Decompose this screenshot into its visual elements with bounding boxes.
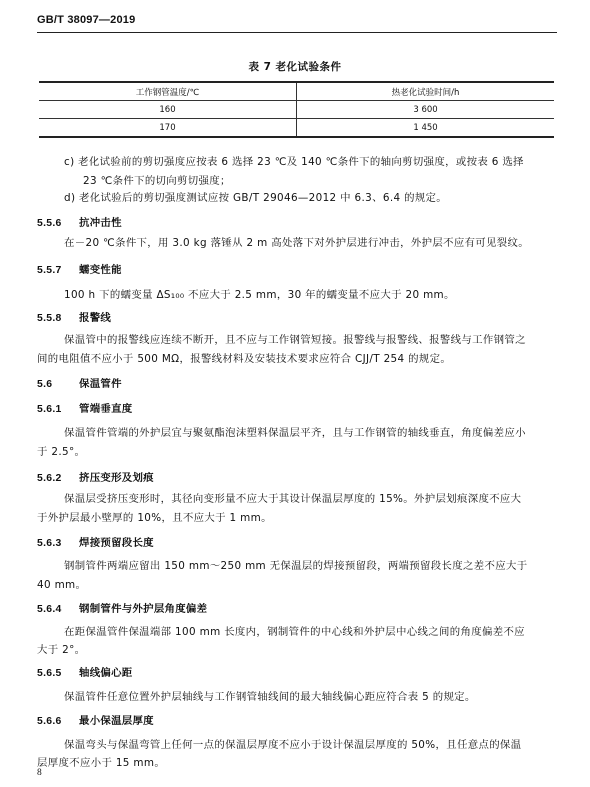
list-item-d-line1: d) 老化试验后的剪切强度测试应按 GB/T 29046—2012 中 6.3、6.4 的规定。	[64, 192, 448, 204]
table-cell: 170	[39, 119, 297, 138]
section-heading-5-5-6: 5.5.6 抗冲击性	[37, 217, 122, 229]
paragraph-5-6-2-line2: 于外护层最小壁厚的 10%，且不应大于 1 mm。	[37, 512, 272, 524]
paragraph-5-6-1-line2: 于 2.5°。	[37, 446, 86, 458]
column-header: 热老化试验时间/h	[297, 82, 555, 101]
standard-code: GB/T 38097—2019	[37, 14, 136, 26]
paragraph-5-6-4-line2: 大于 2°。	[37, 644, 86, 656]
paragraph-5-6-1-line1: 保温管件管端的外护层宜与聚氨酯泡沫塑料保温层平齐，且与工作钢管的轴线垂直，角度偏差应小	[64, 427, 526, 439]
section-heading-5-6: 5.6 保温管件	[37, 378, 122, 390]
page-number: 8	[37, 768, 42, 778]
paragraph-5-5-8-line1: 保温管中的报警线应连续不断开，且不应与工作钢管短接。报警线与报警线、报警线与工作钢管之	[64, 334, 526, 346]
paragraph-5-5-7: 100 h 下的蠕变量 ΔS₁₀₀ 不应大于 2.5 mm，30 年的蠕变量不应大于 20 mm。	[64, 289, 455, 301]
table-row	[39, 101, 554, 119]
table-row	[39, 119, 554, 138]
section-heading-5-6-1: 5.6.1 管端垂直度	[37, 403, 133, 415]
section-heading-5-5-7: 5.5.7 蠕变性能	[37, 264, 122, 276]
paragraph-5-6-3-line1: 钢制管件两端应留出 150 mm～250 mm 无保温层的焊接预留段，两端预留段长度之差不应大于	[64, 560, 528, 572]
paragraph-5-6-4-line1: 在距保温管件保温端部 100 mm 长度内，钢制管件的中心线和外护层中心线之间的角度偏差不应	[64, 626, 525, 638]
paragraph-5-5-6: 在－20 ℃条件下，用 3.0 kg 落锤从 2 m 高处落下对外护层进行冲击，外护层不应有可见裂纹。	[64, 237, 530, 249]
aging-test-table	[39, 81, 554, 138]
paragraph-5-6-5: 保温管件任意位置外护层轴线与工作钢管轴线间的最大轴线偏心距应符合表 5 的规定。	[64, 691, 476, 703]
section-heading-5-5-8: 5.5.8 报警线	[37, 312, 112, 324]
section-heading-5-6-4: 5.6.4 钢制管件与外护层角度偏差	[37, 603, 208, 615]
column-header: 工作钢管温度/℃	[39, 82, 297, 101]
table-cell: 3 600	[297, 101, 555, 119]
list-item-c-line1: c) 老化试验前的剪切强度应按表 6 选择 23 ℃及 140 ℃条件下的轴向剪切强度，或按表 6 选择	[64, 156, 524, 168]
section-heading-5-6-2: 5.6.2 挤压变形及划痕	[37, 472, 154, 484]
paragraph-5-6-2-line1: 保温层受挤压变形时，其径向变形量不应大于其设计保温层厚度的 15%。外护层划痕深度不应大	[64, 493, 522, 505]
paragraph-5-6-3-line2: 40 mm。	[37, 579, 87, 591]
section-heading-5-6-6: 5.6.6 最小保温层厚度	[37, 715, 154, 727]
section-heading-5-6-3: 5.6.3 焊接预留段长度	[37, 537, 154, 549]
paragraph-5-6-6-line2: 层厚度不应小于 15 mm。	[37, 757, 166, 769]
header-rule	[37, 32, 557, 33]
paragraph-5-6-6-line1: 保温弯头与保温弯管上任何一点的保温层厚度不应小于设计保温层厚度的 50%，且任意点的保温	[64, 739, 522, 751]
paragraph-5-5-8-line2: 间的电阻值不应小于 500 MΩ，报警线材料及安装技术要求应符合 CJJ/T 254 的规定。	[37, 353, 452, 365]
table-cell: 160	[39, 101, 297, 119]
table-caption: 表 7 老化试验条件	[248, 61, 342, 73]
section-heading-5-6-5: 5.6.5 轴线偏心距	[37, 667, 133, 679]
list-item-c-line2: 23 ℃条件下的切向剪切强度；	[83, 175, 231, 187]
table-cell: 1 450	[297, 119, 555, 138]
